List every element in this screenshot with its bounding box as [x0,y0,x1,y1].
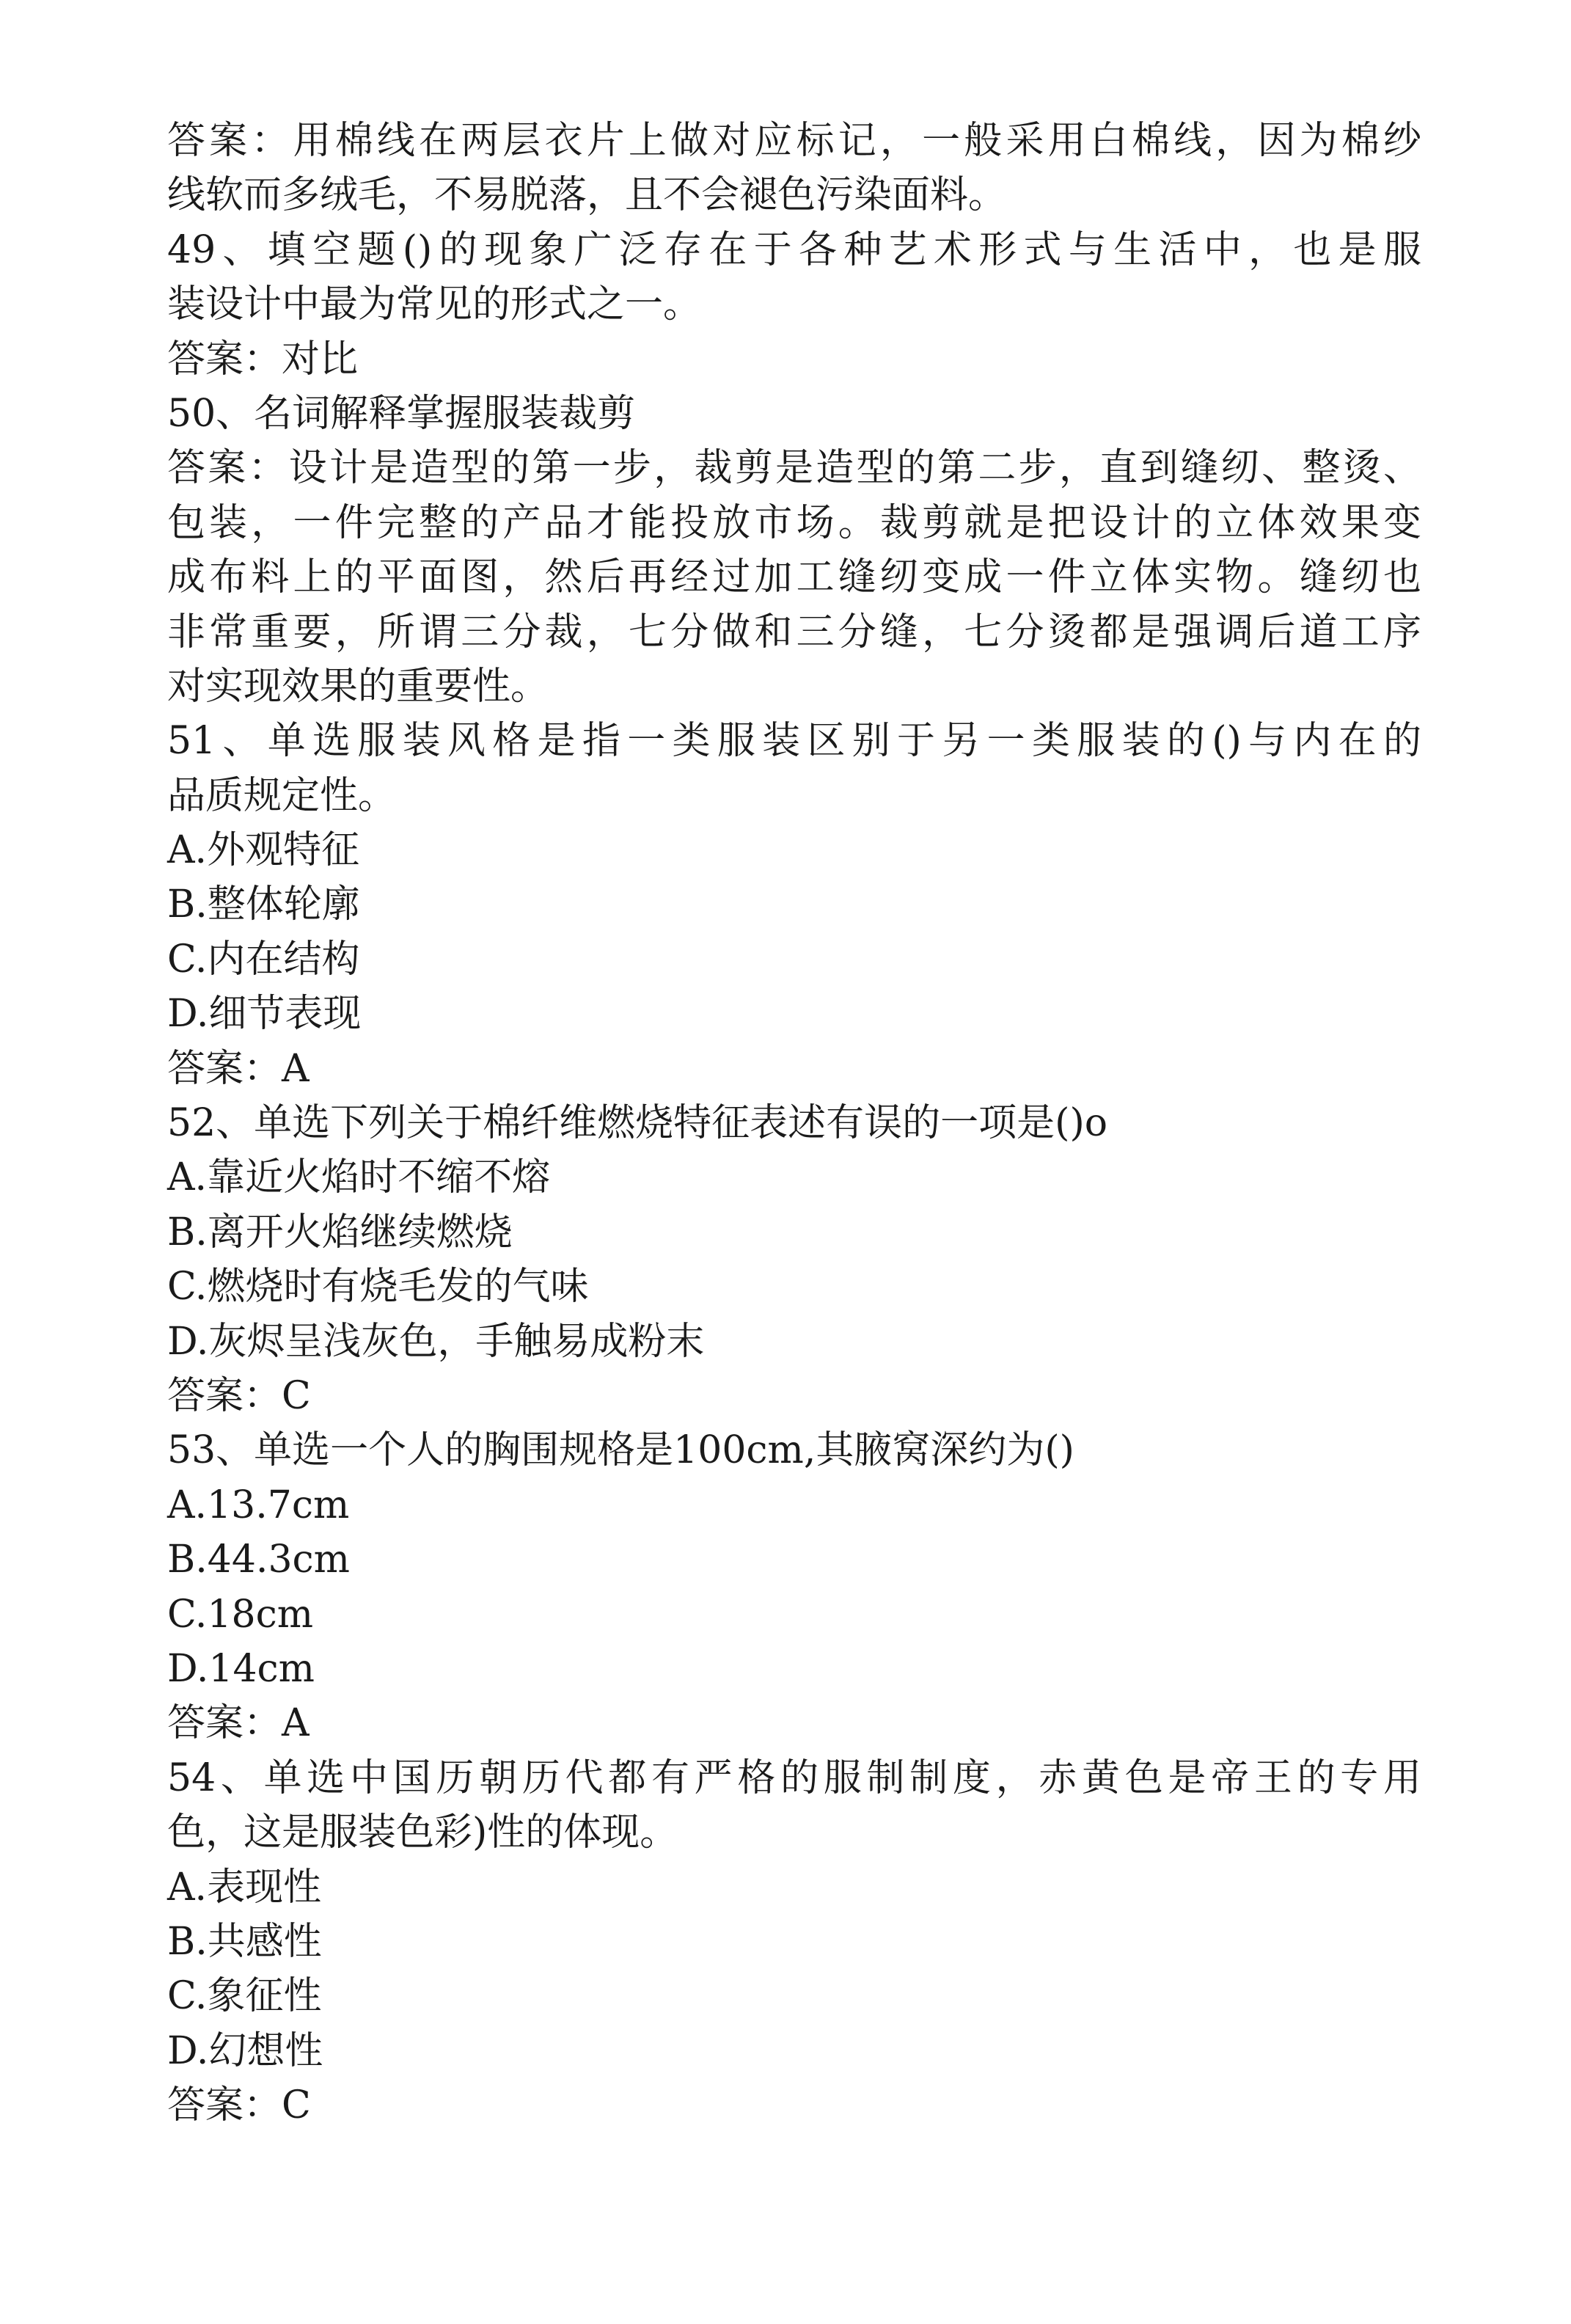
question-52: 52、单选下列关于棉纤维燃烧特征表述有误的一项是()o [167,1101,1108,1146]
question-54-option-a: A.表现性 [167,1865,322,1910]
question-54-option-c: C.象征性 [167,1974,322,2019]
question-51-option-a: A.外观特征 [167,828,360,873]
question-54-option-d: D.幻想性 [167,2028,323,2073]
answer-50-line-4: 非常重要，所谓三分裁，七分做和三分缝，七分烫都是强调后道工序 [167,610,1421,654]
answer-48-line-2: 线软而多绒毛，不易脱落，且不会褪色污染面料。 [167,173,1007,218]
answer-50-line-5: 对实现效果的重要性。 [167,664,549,709]
question-53-option-c: C.18cm [167,1592,314,1637]
answer-54: 答案：C [167,2083,311,2128]
question-54-option-b: B.共感性 [167,1919,322,1964]
answer-49: 答案：对比 [167,337,359,381]
question-54-line-2: 色，这是服装色彩)性的体现。 [167,1810,678,1855]
answer-48-line-1: 答案：用棉线在两层衣片上做对应标记，一般采用白棉线，因为棉纱 [167,119,1421,163]
question-51-line-1: 51、单选服装风格是指一类服装区别于另一类服装的()与内在的 [167,719,1421,764]
answer-53: 答案：A [167,1701,310,1746]
question-49-line-2: 装设计中最为常见的形式之一。 [167,282,702,327]
question-53-option-a: A.13.7cm [167,1483,350,1527]
document-page [167,114,1421,2133]
answer-50-line-3: 成布料上的平面图，然后再经过加工缝纫变成一件立体实物。缝纫也 [167,555,1421,600]
question-51-option-b: B.整体轮廓 [167,883,360,927]
question-52-option-d: D.灰烬呈浅灰色，手触易成粉末 [167,1319,705,1364]
question-51-line-2: 品质规定性。 [167,773,397,818]
answer-51: 答案：A [167,1046,310,1091]
answer-50-line-1: 答案：设计是造型的第一步，裁剪是造型的第二步，直到缝纫、整烫、 [167,446,1421,491]
answer-52: 答案：C [167,1373,311,1418]
question-53-option-d: D.14cm [167,1646,315,1691]
question-54-line-1: 54、单选中国历朝历代都有严格的服制制度，赤黄色是帝王的专用 [167,1755,1421,1800]
question-53-option-b: B.44.3cm [167,1538,350,1582]
question-52-option-c: C.燃烧时有烧毛发的气味 [167,1265,589,1309]
answer-50-line-2: 包装，一件完整的产品才能投放市场。裁剪就是把设计的立体效果变 [167,500,1421,545]
question-49-line-1: 49、填空题()的现象广泛存在于各种艺术形式与生活中，也是服 [167,227,1421,272]
question-50: 50、名词解释掌握服装裁剪 [167,391,636,436]
question-53: 53、单选一个人的胸围规格是100cm,其腋窝深约为() [167,1428,1074,1473]
question-51-option-c: C.内在结构 [167,937,360,982]
question-51-option-d: D.细节表现 [167,992,362,1037]
question-52-option-a: A.靠近火焰时不缩不熔 [167,1155,551,1200]
question-52-option-b: B.离开火焰继续燃烧 [167,1210,513,1254]
